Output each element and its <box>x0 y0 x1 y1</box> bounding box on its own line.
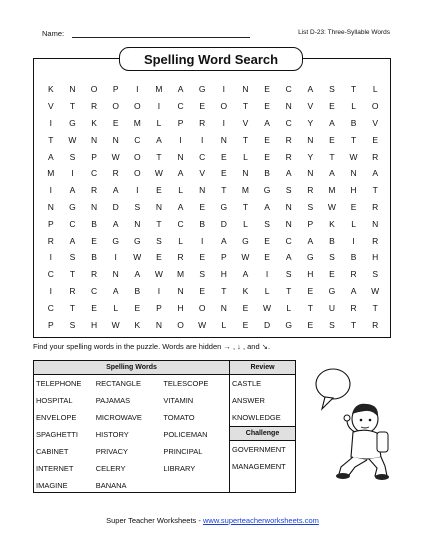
grid-letter: I <box>136 185 139 196</box>
grid-letter: I <box>157 285 161 296</box>
spelling-word: SPAGHETTI <box>36 430 78 439</box>
grid-letter: G <box>112 235 119 246</box>
grid-letter: E <box>329 101 335 112</box>
grid-letter: I <box>201 235 204 246</box>
grid-letter: B <box>264 168 270 179</box>
grid-letter: G <box>307 252 314 263</box>
grid-letter: E <box>307 319 314 330</box>
grid-letter: L <box>243 151 248 162</box>
grid-letter: A <box>134 269 141 280</box>
grid-letter: V <box>47 101 54 112</box>
grid-letter: E <box>264 134 270 145</box>
grid-letter: C <box>199 151 206 162</box>
grid-letter: L <box>286 302 292 313</box>
grid-letter: P <box>47 319 54 330</box>
grid-letter: C <box>134 134 141 145</box>
footer <box>0 516 425 525</box>
grid-letter: I <box>352 235 355 246</box>
grid-letter: R <box>307 185 314 196</box>
name-line[interactable] <box>72 37 250 38</box>
grid-letter: S <box>264 218 270 229</box>
grid-letter: S <box>329 319 335 330</box>
grid-letter: A <box>177 84 184 95</box>
grid-letter: A <box>264 117 270 128</box>
grid-letter: D <box>263 319 271 330</box>
spelling-words-panel <box>34 361 230 492</box>
grid-letter: E <box>134 302 141 313</box>
grid-letter: R <box>47 235 54 246</box>
grid-letter: E <box>242 319 249 330</box>
grid-letter: H <box>90 319 98 330</box>
spelling-word: PAJAMAS <box>95 396 131 405</box>
grid-letter: I <box>136 84 139 95</box>
grid-letter: N <box>69 84 76 95</box>
grid-letter: G <box>69 117 76 128</box>
grid-letter: T <box>242 134 249 145</box>
grid-letter: M <box>328 185 336 196</box>
grid-letter: E <box>112 117 119 128</box>
grid-letter: R <box>69 285 76 296</box>
grid-letter: N <box>112 134 119 145</box>
grid-letter: A <box>69 185 76 196</box>
grid-letter: P <box>91 151 97 162</box>
grid-letter: N <box>242 84 249 95</box>
grid-letter: W <box>133 252 142 263</box>
spelling-word: VITAMIN <box>163 396 194 405</box>
grid-letter: M <box>177 269 185 280</box>
grid-letter: K <box>242 285 249 296</box>
grid-letter: A <box>156 134 162 145</box>
grid-letter: A <box>112 185 119 196</box>
grid-letter: L <box>221 319 227 330</box>
grid-letter: S <box>69 319 76 330</box>
grid-letter: B <box>91 218 97 229</box>
grid-letter: N <box>220 302 227 313</box>
grid-letter: E <box>199 101 206 112</box>
grid-letter: N <box>47 201 54 212</box>
grid-letter: C <box>285 117 292 128</box>
grid-letter: G <box>328 285 336 296</box>
grid-letter: C <box>90 285 98 296</box>
spelling-word: PRINCIPAL <box>163 447 203 456</box>
spelling-word: PRIVACY <box>95 447 129 456</box>
grid-letter: I <box>71 168 74 179</box>
grid-letter: R <box>90 185 98 196</box>
grid-letter: N <box>285 101 292 112</box>
grid-letter: S <box>285 269 292 280</box>
grid-letter: T <box>221 185 227 196</box>
grid-letter: S <box>199 269 206 280</box>
grid-letter: E <box>156 185 162 196</box>
grid-letter: K <box>91 117 97 128</box>
grid-letter: A <box>47 151 54 162</box>
grid-letter: G <box>285 319 292 330</box>
grid-letter: S <box>329 252 335 263</box>
list-label: List D-23: Three-Syllable Words <box>298 29 390 36</box>
grid-letter: B <box>91 252 97 263</box>
grid-letter: K <box>329 218 335 229</box>
grid-letter: L <box>351 101 356 112</box>
grid-letter: L <box>178 185 183 196</box>
grid-letter: R <box>285 151 292 162</box>
grid-letter: T <box>156 151 162 162</box>
spelling-word: INTERNET <box>36 464 74 473</box>
grid-letter: I <box>222 117 225 128</box>
challenge-words <box>232 441 286 475</box>
grid-letter: T <box>329 151 335 162</box>
grid-letter: E <box>242 302 249 313</box>
footer-link[interactable]: www.superteacherworksheets.com <box>202 516 319 525</box>
footer-text: Super Teacher Worksheets - <box>106 516 203 525</box>
spelling-words-column <box>163 375 229 494</box>
grid-letter: H <box>372 252 379 263</box>
grid-letter: I <box>201 134 204 145</box>
grid-letter: A <box>177 168 184 179</box>
grid-letter: M <box>47 168 55 179</box>
grid-letter: L <box>264 285 270 296</box>
review-word: ANSWER <box>232 396 265 405</box>
grid-letter: A <box>112 218 119 229</box>
grid-letter: I <box>114 252 117 263</box>
review-word: KNOWLEDGE <box>232 413 281 422</box>
grid-letter: W <box>111 319 120 330</box>
spelling-words-columns <box>34 375 229 494</box>
grid-letter: T <box>69 302 76 313</box>
grid-letter: C <box>285 235 292 246</box>
grid-letter: A <box>264 201 270 212</box>
grid-letter: A <box>69 235 76 246</box>
review-header: Review <box>230 361 295 375</box>
grid-letter: V <box>199 168 206 179</box>
grid-letter: T <box>350 319 357 330</box>
grid-letter: A <box>285 252 292 263</box>
grid-letter: R <box>199 117 206 128</box>
grid-letter: N <box>285 218 292 229</box>
grid-letter: I <box>222 84 225 95</box>
grid-letter: N <box>350 168 357 179</box>
instructions: Find your spelling words in the puzzle. Words are hidden → , ↓ , and ↘. <box>33 342 271 351</box>
grid-letter: A <box>285 168 292 179</box>
grid-letter: N <box>242 168 249 179</box>
spelling-word: ENVELOPE <box>36 413 77 422</box>
grid-letter: N <box>220 134 227 145</box>
grid-letter: H <box>307 269 314 280</box>
grid-letter: T <box>350 134 357 145</box>
grid-letter: W <box>263 302 272 313</box>
grid-letter: N <box>307 168 314 179</box>
grid-letter: C <box>177 218 184 229</box>
grid-letter: P <box>177 117 184 128</box>
grid-letter: R <box>372 201 379 212</box>
spelling-word: CABINET <box>36 447 69 456</box>
grid-letter: P <box>156 302 162 313</box>
grid-letter: D <box>112 201 119 212</box>
grid-letter: A <box>307 235 314 246</box>
spelling-words-header: Spelling Words <box>34 361 229 375</box>
grid-letter: T <box>69 101 76 112</box>
grid-letter: C <box>285 84 292 95</box>
grid-letter: S <box>307 201 314 212</box>
grid-letter: R <box>112 168 119 179</box>
grid-letter: T <box>69 269 76 280</box>
grid-letter: G <box>220 201 228 212</box>
grid-letter: C <box>177 101 184 112</box>
spelling-word: MICROWAVE <box>95 413 142 422</box>
grid-letter: W <box>327 201 336 212</box>
grid-letter: E <box>264 235 270 246</box>
grid-letter: R <box>90 269 98 280</box>
grid-letter: W <box>349 151 358 162</box>
grid-letter: S <box>134 201 141 212</box>
grid-letter: T <box>372 302 378 313</box>
grid-letter: O <box>112 101 119 112</box>
grid-letter: R <box>285 134 292 145</box>
spelling-word: HOSPITAL <box>36 396 73 405</box>
grid-letter: R <box>177 252 184 263</box>
grid-letter: T <box>286 285 292 296</box>
grid-letter: I <box>179 134 182 145</box>
grid-letter: N <box>199 185 206 196</box>
grid-letter: G <box>69 201 76 212</box>
grid-letter: N <box>134 218 141 229</box>
grid-letter: O <box>220 101 228 112</box>
grid-letter: P <box>220 252 227 263</box>
grid-letter: E <box>264 151 270 162</box>
grid-letter: P <box>307 218 314 229</box>
grid-letter: E <box>220 168 227 179</box>
word-search-box <box>33 58 391 338</box>
spelling-word: HISTORY <box>95 430 129 439</box>
grid-letter: T <box>156 218 162 229</box>
grid-letter: B <box>329 235 335 246</box>
grid-letter: I <box>49 252 52 263</box>
grid-letter: E <box>156 252 162 263</box>
grid-letter: A <box>329 168 335 179</box>
grid-letter: E <box>350 201 357 212</box>
grid-letter: L <box>351 218 356 229</box>
grid-letter: N <box>285 201 292 212</box>
grid-letter: W <box>241 252 250 263</box>
grid-letter: A <box>329 117 335 128</box>
spelling-word: POLICEMAN <box>163 430 208 439</box>
grid-letter: C <box>47 302 54 313</box>
challenge-header: Challenge <box>230 426 295 441</box>
grid-letter: E <box>307 285 314 296</box>
spelling-words-column <box>96 375 164 494</box>
grid-letter: N <box>177 285 184 296</box>
spelling-word: TELESCOPE <box>163 379 209 388</box>
grid-letter: H <box>350 185 357 196</box>
grid-letter: H <box>220 269 227 280</box>
grid-letter: R <box>372 235 379 246</box>
grid-letter: B <box>350 252 357 263</box>
grid-letter: V <box>372 117 379 128</box>
grid-letter: E <box>264 84 270 95</box>
review-word: CASTLE <box>232 379 262 388</box>
grid-letter: W <box>198 319 207 330</box>
grid-letter: M <box>133 117 141 128</box>
grid-letter: W <box>68 134 77 145</box>
grid-letter: S <box>329 84 335 95</box>
grid-letter: R <box>350 302 357 313</box>
grid-letter: Y <box>307 117 314 128</box>
grid-letter: R <box>350 269 357 280</box>
grid-letter: K <box>134 319 141 330</box>
grid-letter: L <box>178 235 183 246</box>
grid-letter: A <box>350 285 357 296</box>
spelling-word: RECTANGLE <box>95 379 141 388</box>
grid-letter: L <box>372 84 378 95</box>
challenge-word: GOVERNMENT <box>232 445 286 454</box>
grid-letter: T <box>48 134 54 145</box>
grid-letter: N <box>372 218 379 229</box>
grid-letter: A <box>307 84 314 95</box>
grid-letter: E <box>264 101 270 112</box>
grid-letter: S <box>372 269 379 280</box>
grid-letter: N <box>90 134 98 145</box>
grid-letter: V <box>242 117 249 128</box>
grid-letter: T <box>242 201 249 212</box>
grid-letter: N <box>155 319 162 330</box>
grid-letter: W <box>111 151 120 162</box>
grid-letter: W <box>154 269 163 280</box>
grid-letter: E <box>199 285 206 296</box>
grid-letter: B <box>199 218 206 229</box>
grid-letter: E <box>91 235 97 246</box>
grid-letter: T <box>350 84 357 95</box>
challenge-word: MANAGEMENT <box>232 462 286 471</box>
grid-letter: Y <box>307 151 314 162</box>
grid-letter: S <box>69 252 76 263</box>
grid-letter: T <box>307 302 313 313</box>
grid-letter: L <box>113 302 119 313</box>
grid-letter: T <box>221 285 227 296</box>
review-challenge-panel <box>230 361 295 492</box>
grid-letter: L <box>156 117 162 128</box>
grid-letter: L <box>243 218 248 229</box>
grid-letter: E <box>199 201 206 212</box>
grid-letter: I <box>265 269 269 280</box>
grid-letter: B <box>350 117 357 128</box>
grid-letter: A <box>177 201 184 212</box>
grid-letter: G <box>242 235 249 246</box>
grid-letter: R <box>90 101 98 112</box>
grid-letter: O <box>198 302 206 313</box>
spelling-word: TELEPHONE <box>36 379 82 388</box>
grid-letter: G <box>134 235 141 246</box>
grid-letter: C <box>47 269 54 280</box>
grid-letter: E <box>220 151 227 162</box>
grid-letter: C <box>69 218 76 229</box>
grid-letter: B <box>134 285 141 296</box>
grid-letter: K <box>47 84 54 95</box>
spelling-word: IMAGINE <box>36 481 68 490</box>
grid-letter: E <box>199 252 206 263</box>
grid-letter: I <box>157 101 161 112</box>
grid-letter: O <box>177 319 184 330</box>
grid-letter: N <box>155 201 162 212</box>
grid-letter: M <box>155 84 163 95</box>
grid-letter: M <box>241 185 249 196</box>
grid-letter: E <box>372 134 379 145</box>
word-box <box>33 360 296 493</box>
grid-letter: I <box>49 185 52 196</box>
spelling-word: LIBRARY <box>163 464 196 473</box>
grid-letter: R <box>372 151 379 162</box>
grid-letter: S <box>285 185 292 196</box>
review-words <box>232 375 281 426</box>
grid-letter: E <box>329 134 335 145</box>
grid-letter: A <box>242 269 249 280</box>
grid-letter: I <box>49 117 52 128</box>
worksheet-header <box>42 27 390 41</box>
grid-letter: H <box>177 302 184 313</box>
grid-letter: O <box>134 151 141 162</box>
spelling-word: CELERY <box>95 464 126 473</box>
grid-letter: R <box>372 319 379 330</box>
grid-letter: E <box>264 252 270 263</box>
grid-letter: N <box>90 201 98 212</box>
grid-letter: O <box>134 101 141 112</box>
letter-grid <box>40 81 386 333</box>
grid-letter: E <box>91 302 97 313</box>
page-title: Spelling Word Search <box>119 47 303 71</box>
grid-letter: A <box>372 168 379 179</box>
grid-letter: A <box>112 285 119 296</box>
grid-letter: G <box>263 185 271 196</box>
name-label: Name: <box>42 29 65 38</box>
grid-letter: W <box>154 168 163 179</box>
grid-letter: I <box>49 285 52 296</box>
grid-letter: U <box>328 302 335 313</box>
grid-letter: O <box>371 101 379 112</box>
spelling-word: BANANA <box>95 481 127 490</box>
thinking-boy-illustration <box>303 362 395 482</box>
grid-letter: S <box>156 235 162 246</box>
grid-letter: A <box>220 235 227 246</box>
grid-letter: E <box>329 269 335 280</box>
grid-letter: G <box>198 84 206 95</box>
grid-letter: O <box>90 84 98 95</box>
grid-letter: N <box>112 269 119 280</box>
grid-letter: P <box>47 218 54 229</box>
grid-letter: N <box>177 151 184 162</box>
grid-letter: V <box>307 101 314 112</box>
grid-letter: W <box>371 285 380 296</box>
grid-letter: P <box>112 84 119 95</box>
spelling-words-column <box>36 375 96 494</box>
spelling-word: TOMATO <box>163 413 195 422</box>
grid-letter: S <box>69 151 76 162</box>
grid-letter: C <box>90 168 98 179</box>
grid-letter: T <box>242 101 249 112</box>
grid-letter: T <box>372 185 378 196</box>
grid-letter: D <box>220 218 227 229</box>
grid-letter: N <box>307 134 314 145</box>
grid-letter: O <box>134 168 141 179</box>
